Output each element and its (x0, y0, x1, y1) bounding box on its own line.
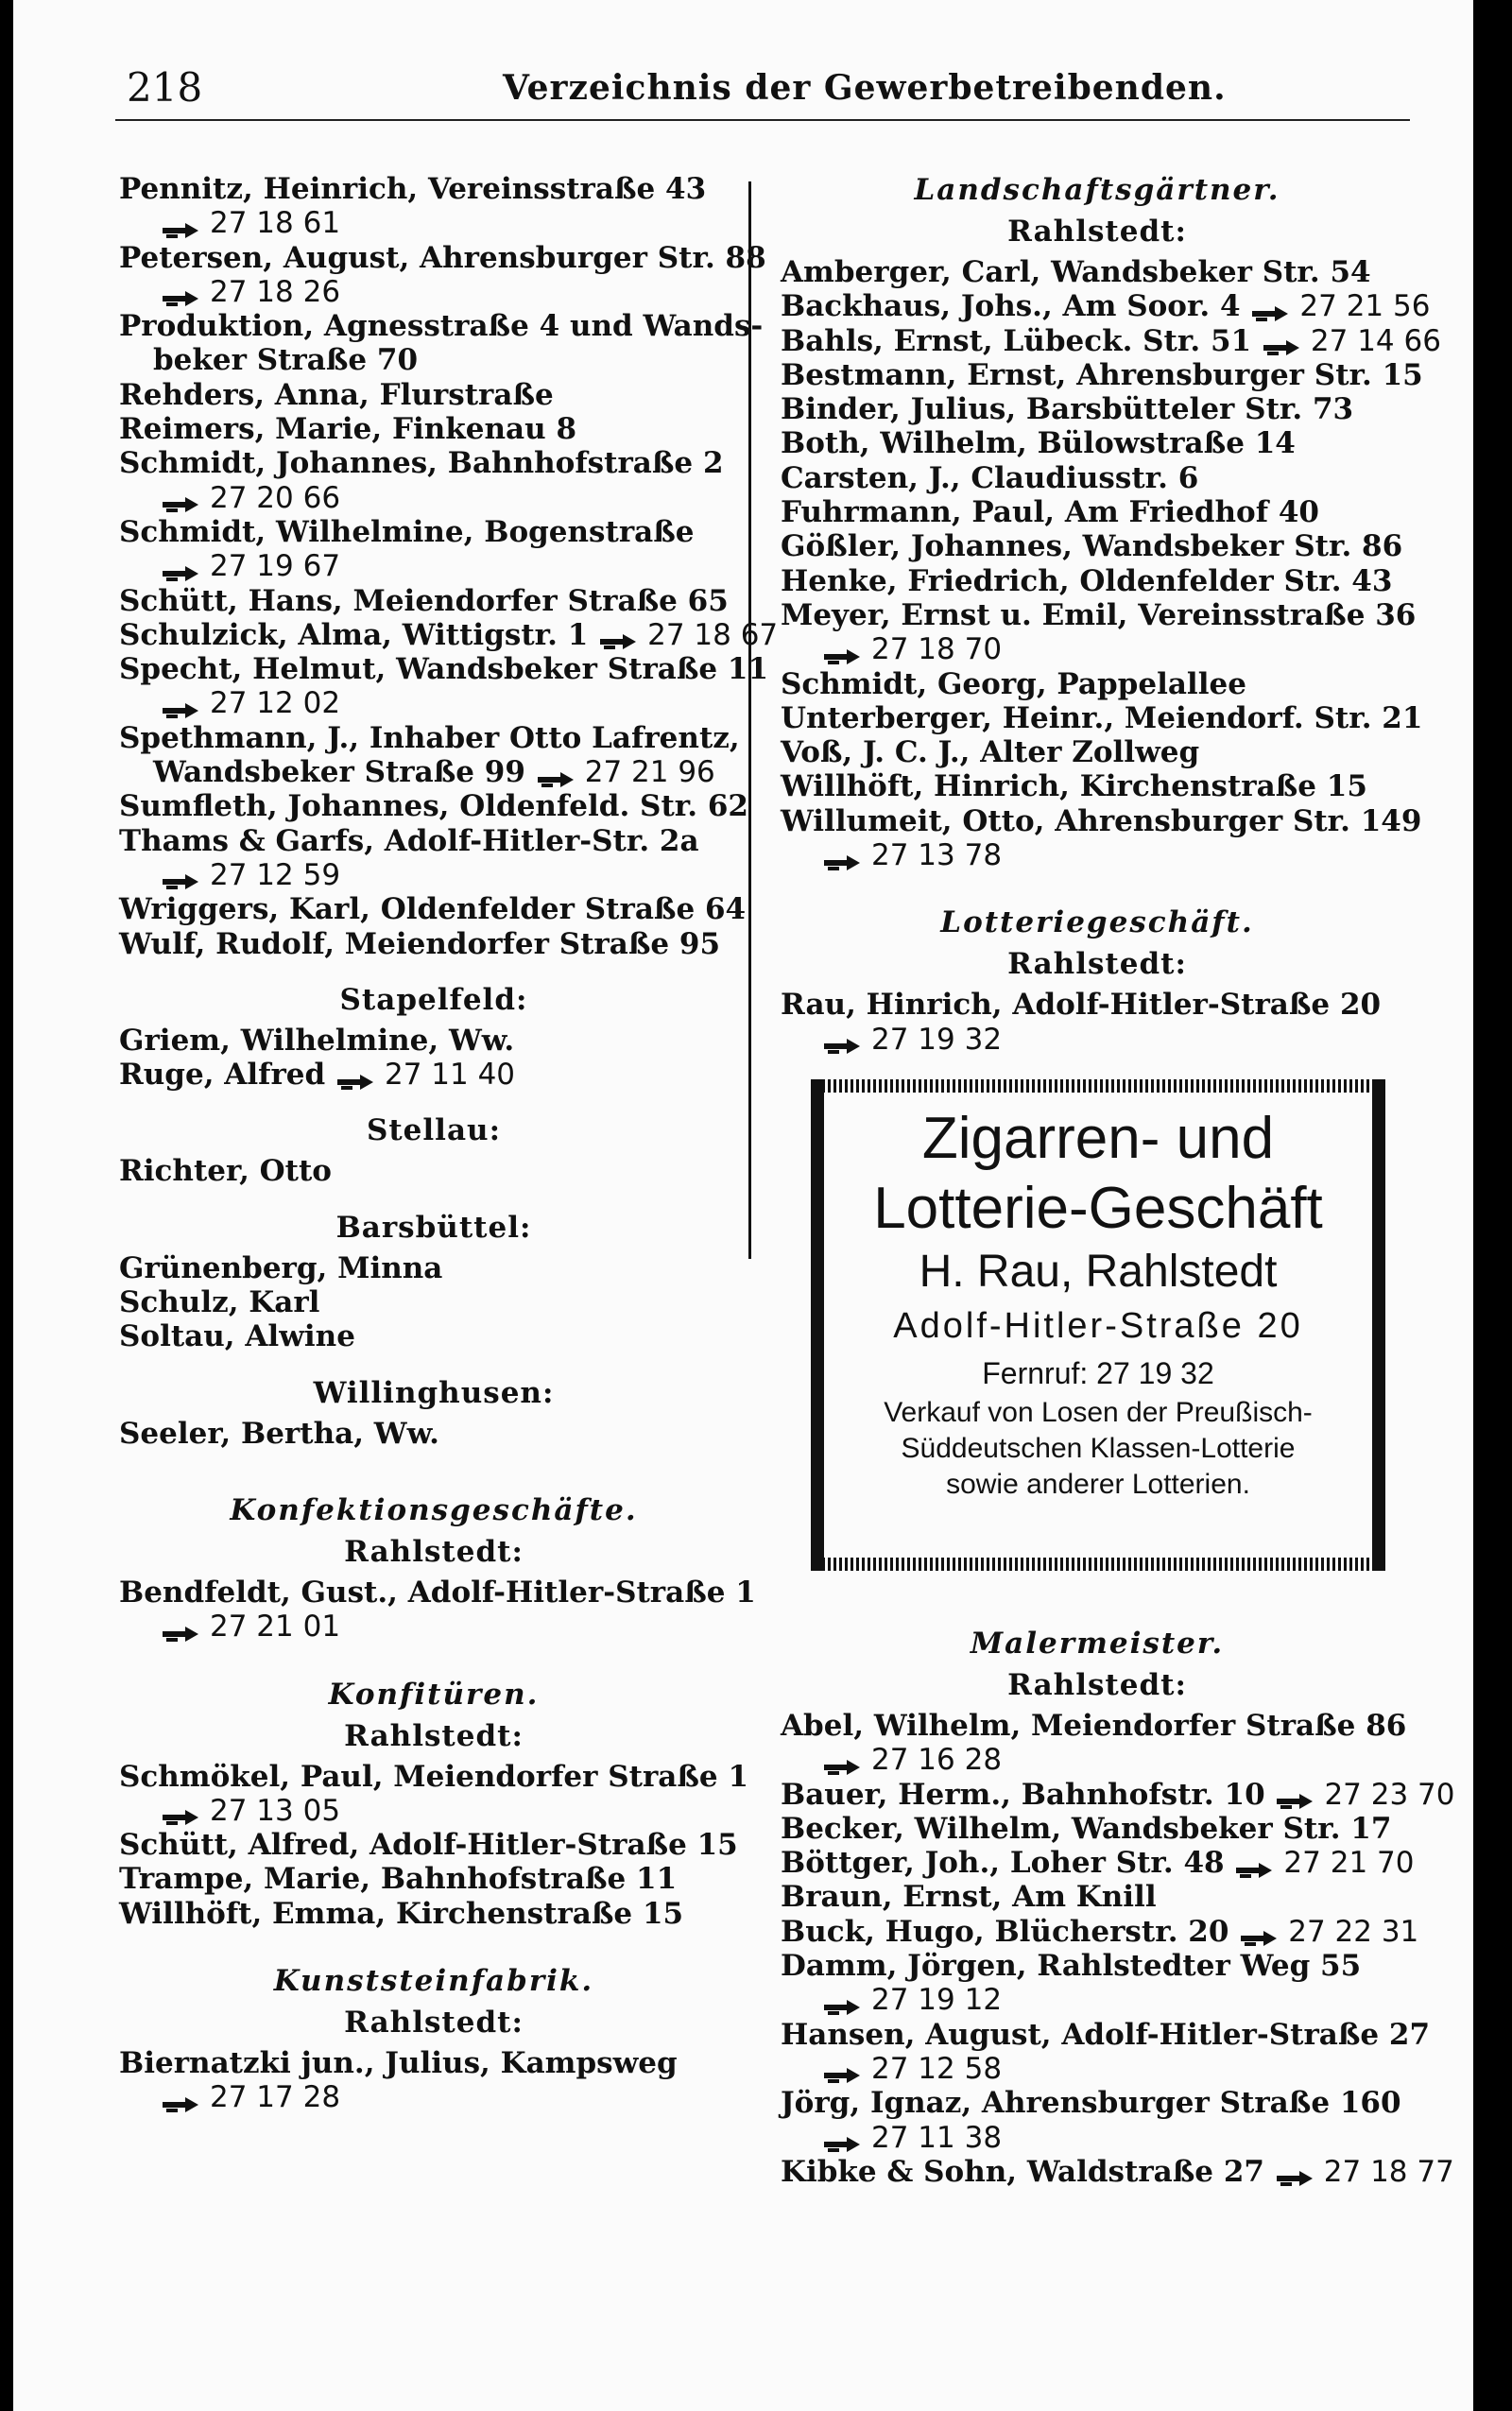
ad-line-4: Adolf-Hitler-Straße 20 (893, 1305, 1303, 1346)
entry-text: Carsten, J., Claudiusstr. 6 (781, 460, 1199, 495)
place-heading-maler: Rahlstedt: (1007, 1667, 1187, 1702)
ad-border-top (811, 1079, 1385, 1093)
directory-entry (119, 515, 748, 584)
entry-text: Seeler, Bertha, Ww. (119, 1416, 439, 1451)
entry-text: Griem, Wilhelmine, Ww. (119, 1023, 515, 1058)
phone-number: 27 21 56 (1299, 289, 1431, 324)
entry-text: Meyer, Ernst u. Emil, Vereinsstraße 36 (781, 597, 1417, 632)
directory-entry (119, 617, 779, 652)
phone-number: 27 19 12 (871, 1983, 1003, 2018)
phone-number: 27 12 58 (871, 2051, 1003, 2086)
telephone-pointing-hand-icon (161, 695, 204, 715)
entry-text: Produktion, Agnesstraße 4 und Wands- (119, 309, 764, 344)
directory-entry (119, 892, 748, 926)
telephone-pointing-hand-icon (822, 1991, 866, 2012)
entry-text: Spethmann, J., Inhaber Otto Lafrentz, (119, 720, 740, 755)
directory-entry (781, 461, 1414, 495)
phone-number: 27 13 78 (871, 838, 1003, 873)
entry-text: Braun, Ernst, Am Knill (781, 1880, 1157, 1915)
telephone-pointing-hand-icon (822, 2128, 866, 2149)
phone-number: 27 20 66 (210, 480, 341, 515)
telephone-pointing-hand-icon (822, 1030, 866, 1051)
directory-entry (781, 1812, 1414, 1846)
entry-text: Both, Wilhelm, Bülowstraße 14 (781, 426, 1296, 461)
directory-entry (781, 323, 1441, 358)
phone-number: 27 12 02 (210, 686, 341, 721)
directory-entry (781, 1914, 1419, 1949)
entry-text: Trampe, Marie, Bahnhofstraße 11 (119, 1862, 678, 1897)
phone-line (781, 1983, 1414, 2017)
directory-entry (781, 392, 1414, 426)
ad-border-bottom (811, 1558, 1385, 1571)
section-heading-konfitueren: Konfitüren. (328, 1677, 540, 1712)
telephone-pointing-hand-icon (822, 1751, 866, 1772)
telephone-pointing-hand-icon (161, 866, 204, 887)
place-heading-stapelfeld: Stapelfeld: (339, 982, 528, 1017)
header-rule (115, 119, 1410, 121)
telephone-pointing-hand-icon (822, 847, 866, 868)
ad-line-2: Lotterie-Geschäft (873, 1175, 1323, 1241)
phone-number: 27 18 77 (1323, 2154, 1454, 2189)
directory-entry (781, 700, 1423, 735)
phone-number: 27 19 67 (210, 549, 341, 584)
place-heading-konfektion: Rahlstedt: (344, 1534, 524, 1569)
telephone-pointing-hand-icon (335, 1066, 379, 1087)
directory-entry (781, 564, 1414, 598)
phone-line (781, 2121, 1414, 2155)
directory-entry (119, 1285, 748, 1319)
ad-line-1: Zigarren- und (921, 1105, 1275, 1171)
directory-entry (119, 1058, 748, 1092)
directory-entry (119, 446, 748, 515)
entry-text: Pennitz, Heinrich, Vereinsstraße 43 (119, 172, 707, 206)
directory-entry (119, 927, 748, 961)
telephone-pointing-hand-icon (822, 641, 866, 662)
entry-text: Voß, J. C. J., Alter Zollweg (781, 735, 1200, 770)
directory-entry (781, 988, 1414, 1057)
directory-entry (781, 2017, 1431, 2087)
directory-entry (781, 1777, 1455, 1812)
directory-entry (119, 1862, 748, 1896)
entry-text: Bauer, Herm., Bahnhofstr. 10 (781, 1777, 1265, 1812)
entry-text: Schütt, Alfred, Adolf-Hitler-Straße 15 (119, 1828, 738, 1863)
place-heading-stellau: Stellau: (366, 1113, 502, 1148)
directory-entry (119, 1251, 748, 1285)
entry-text: Kibke & Sohn, Waldstraße 27 (781, 2154, 1264, 2189)
phone-number: 27 11 40 (384, 1058, 516, 1093)
entry-text: Schmökel, Paul, Meiendorfer Straße 1 (119, 1759, 749, 1794)
phone-number: 27 22 31 (1288, 1914, 1419, 1949)
section-heading-landschaft: Landschaftsgärtner. (914, 173, 1280, 207)
phone-line (119, 858, 748, 892)
entry-text: Bahls, Ernst, Lübeck. Str. 51 (781, 323, 1252, 358)
directory-entry (781, 597, 1417, 667)
entry-text: Jörg, Ignaz, Ahrensburger Straße 160 (781, 2086, 1401, 2121)
telephone-pointing-hand-icon (161, 1801, 204, 1822)
entry-text: Sumfleth, Johannes, Oldenfeld. Str. 62 (119, 789, 748, 824)
entry-text: Petersen, August, Ahrensburger Str. 88 (119, 240, 766, 275)
entries-konfitueren (119, 1760, 748, 1931)
section-heading-konfektion: Konfektionsgeschäfte. (230, 1492, 638, 1527)
entries-willinghusen (119, 1417, 748, 1451)
section-heading-maler: Malermeister. (970, 1626, 1225, 1661)
entries-maler (781, 1708, 1455, 2189)
entry-text: Rehders, Anna, Flurstraße (119, 377, 554, 412)
entries-stapelfeld (119, 1024, 748, 1093)
entry-text: Unterberger, Heinr., Meiendorf. Str. 21 (781, 700, 1423, 735)
right-column (781, 172, 1455, 2189)
ad-border-right (1372, 1079, 1385, 1571)
telephone-pointing-hand-icon (1262, 332, 1305, 353)
page-title: Verzeichnis der Gewerbetreibenden. (503, 68, 1227, 108)
directory-entry (781, 803, 1422, 873)
entry-text: Bendfeldt, Gust., Adolf-Hitler-Straße 1 (119, 1575, 756, 1610)
phone-number: 27 17 28 (210, 2080, 341, 2115)
directory-entry (119, 240, 766, 310)
directory-entry (119, 584, 748, 618)
telephone-pointing-hand-icon (536, 764, 579, 784)
phone-line (119, 206, 748, 240)
entry-text: Abel, Wilhelm, Meiendorfer Straße 86 (781, 1708, 1407, 1743)
directory-entry (119, 1575, 756, 1645)
page-header (115, 59, 1410, 125)
phone-number: 27 21 70 (1283, 1846, 1415, 1881)
phone-number: 27 14 66 (1310, 323, 1441, 358)
ad-line-3: H. Rau, Rahlstedt (919, 1246, 1278, 1297)
telephone-pointing-hand-icon (822, 2059, 866, 2080)
entry-text: Willhöft, Hinrich, Kirchenstraße 15 (781, 769, 1367, 804)
directory-entry (781, 2086, 1414, 2155)
phone-line (781, 632, 1414, 666)
entry-text: Schulz, Karl (119, 1285, 320, 1320)
phone-line (119, 481, 748, 515)
place-heading-landschaft: Rahlstedt: (1007, 215, 1187, 249)
directory-entry (781, 495, 1414, 529)
directory-entry (781, 426, 1414, 460)
place-heading-kunststein: Rahlstedt: (344, 2005, 524, 2040)
ad-line-8: sowie anderer Lotterien. (946, 1468, 1250, 1500)
telephone-pointing-hand-icon (161, 489, 204, 509)
entry-continuation (119, 343, 748, 377)
entries-stellau (119, 1154, 748, 1188)
directory-entry (119, 309, 764, 378)
directory-entry (119, 1024, 748, 1058)
entry-text: Schmidt, Wilhelmine, Bogenstraße (119, 514, 695, 549)
directory-entry (781, 1709, 1414, 1778)
entry-text: Wriggers, Karl, Oldenfelder Straße 64 (119, 892, 747, 927)
entry-text: Buck, Hugo, Blücherstr. 20 (781, 1914, 1229, 1949)
entry-text: Damm, Jörgen, Rahlstedter Weg 55 (781, 1949, 1362, 1984)
directory-entry (781, 357, 1423, 392)
phone-number: 27 18 26 (210, 274, 341, 309)
phone-line (119, 275, 748, 309)
entries-kunststein (119, 2046, 748, 2115)
directory-entry (781, 255, 1414, 289)
entry-text: Henke, Friedrich, Oldenfelder Str. 43 (781, 563, 1393, 598)
directory-entry (119, 1760, 748, 1829)
telephone-pointing-hand-icon (1275, 1785, 1318, 1806)
entry-text: Gößler, Johannes, Wandsbeker Str. 86 (781, 529, 1403, 564)
entry-text: Schmidt, Georg, Pappelallee (781, 666, 1246, 701)
phone-number: 27 18 70 (871, 632, 1003, 667)
directory-entry (119, 1828, 748, 1862)
entry-text: Schmidt, Johannes, Bahnhofstraße 2 (119, 446, 724, 481)
directory-entry (119, 1319, 748, 1353)
entry-text: Amberger, Carl, Wandsbeker Str. 54 (781, 255, 1371, 289)
section-heading-lotterie: Lotteriegeschäft. (940, 905, 1254, 940)
advertisement-box (811, 1079, 1385, 1571)
directory-entry (781, 1846, 1414, 1880)
directory-entry (781, 289, 1431, 324)
directory-entry (119, 378, 748, 412)
phone-number: 27 11 38 (871, 2120, 1003, 2155)
telephone-pointing-hand-icon (161, 283, 204, 303)
page-number: 218 (127, 64, 203, 111)
ad-border-left (811, 1079, 824, 1571)
directory-entry (781, 1949, 1414, 2018)
entry-text: Specht, Helmut, Wandsbeker Straße 11 (119, 652, 769, 687)
entry-text: Willumeit, Otto, Ahrensburger Str. 149 (781, 803, 1422, 838)
entry-text: Rau, Hinrich, Adolf-Hitler-Straße 20 (781, 988, 1382, 1023)
entry-text: Willhöft, Emma, Kirchenstraße 15 (119, 1896, 684, 1931)
phone-line (119, 2080, 748, 2114)
telephone-pointing-hand-icon (161, 1618, 204, 1639)
phone-number: 27 19 32 (871, 1022, 1003, 1057)
place-heading-lotterie: Rahlstedt: (1007, 947, 1187, 982)
ad-line-5: Fernruf: 27 19 32 (982, 1355, 1214, 1390)
entry-continuation-text: beker Straße 70 (153, 343, 419, 378)
telephone-pointing-hand-icon (1239, 1922, 1282, 1943)
entry-continuation-text: Wandsbeker Straße 99 (153, 755, 525, 790)
entry-text: Richter, Otto (119, 1154, 332, 1189)
telephone-pointing-hand-icon (1234, 1854, 1278, 1875)
phone-line (119, 686, 748, 720)
directory-entry (119, 412, 748, 446)
directory-entry (119, 789, 748, 823)
entry-text: Binder, Julius, Barsbütteler Str. 73 (781, 392, 1354, 427)
entries-konfektion (119, 1575, 756, 1645)
phone-number: 27 13 05 (210, 1793, 341, 1828)
telephone-pointing-hand-icon (1250, 298, 1294, 319)
telephone-pointing-hand-icon (161, 215, 204, 235)
place-heading-konfitueren: Rahlstedt: (344, 1718, 524, 1753)
section-heading-kunststein: Kunststeinfabrik. (273, 1963, 594, 1998)
entry-text: Hansen, August, Adolf-Hitler-Straße 27 (781, 2017, 1431, 2052)
place-heading-barsbuettel: Barsbüttel: (335, 1210, 532, 1245)
directory-entry (781, 1880, 1414, 1914)
telephone-pointing-hand-icon (1275, 2162, 1318, 2183)
phone-number: 27 21 96 (584, 755, 715, 790)
directory-entry (119, 2046, 748, 2115)
ad-line-6: Verkauf von Losen der Preußisch- (884, 1396, 1313, 1428)
phone-line (781, 1743, 1414, 1777)
phone-line (119, 549, 748, 583)
directory-entry (781, 667, 1414, 701)
place-heading-willinghusen: Willinghusen: (313, 1375, 555, 1410)
ad-content (824, 1093, 1372, 1558)
directory-entry (119, 1154, 748, 1188)
entry-text: Schulzick, Alma, Wittigstr. 1 (119, 617, 589, 652)
directory-entry (119, 172, 748, 241)
phone-number: 27 18 61 (210, 206, 341, 241)
entry-text: Bestmann, Ernst, Ahrensburger Str. 15 (781, 357, 1423, 392)
phone-line (119, 1794, 748, 1828)
entry-text: Becker, Wilhelm, Wandsbeker Str. 17 (781, 1811, 1392, 1846)
telephone-pointing-hand-icon (598, 626, 642, 646)
entry-text: Biernatzki jun., Julius, Kampsweg (119, 2045, 678, 2080)
directory-entry (119, 721, 748, 790)
entry-text: Ruge, Alfred (119, 1058, 326, 1093)
phone-number: 27 16 28 (871, 1743, 1003, 1778)
telephone-pointing-hand-icon (161, 2089, 204, 2110)
phone-number: 27 12 59 (210, 857, 341, 892)
entry-continuation (119, 755, 748, 789)
entry-text: Schütt, Hans, Meiendorfer Straße 65 (119, 583, 729, 618)
entry-text: Grünenberg, Minna (119, 1250, 443, 1285)
entry-text: Fuhrmann, Paul, Am Friedhof 40 (781, 495, 1319, 530)
directory-entry (781, 529, 1414, 563)
entries-barsbuettel (119, 1251, 748, 1354)
entry-text: Soltau, Alwine (119, 1319, 355, 1354)
phone-line (781, 838, 1414, 872)
directory-page (13, 0, 1473, 2411)
phone-number: 27 21 01 (210, 1610, 341, 1645)
directory-entry (119, 1897, 748, 1931)
phone-line (781, 2052, 1414, 2086)
entries-lotterie (781, 988, 1414, 1057)
phone-line (119, 1610, 748, 1644)
phone-number: 27 23 70 (1324, 1777, 1455, 1812)
telephone-pointing-hand-icon (161, 558, 204, 578)
entries-landschaft (781, 255, 1441, 873)
ad-line-7: Süddeutschen Klassen-Lotterie (901, 1432, 1296, 1464)
phone-number: 27 18 67 (647, 617, 779, 652)
directory-entry (781, 769, 1414, 803)
entry-text: Reimers, Marie, Finkenau 8 (119, 412, 577, 447)
entry-text: Thams & Garfs, Adolf-Hitler-Str. 2a (119, 823, 699, 858)
entry-text: Böttger, Joh., Loher Str. 48 (781, 1846, 1225, 1881)
directory-entry (119, 824, 748, 893)
entry-text: Wulf, Rudolf, Meiendorfer Straße 95 (119, 926, 721, 961)
directory-entry (781, 735, 1414, 769)
directory-entry (119, 652, 769, 721)
left-column (119, 172, 779, 2115)
entry-text: Backhaus, Johs., Am Soor. 4 (781, 289, 1241, 324)
directory-entry (781, 2154, 1454, 2189)
entries-top (119, 172, 779, 961)
directory-entry (119, 1417, 748, 1451)
phone-line (781, 1023, 1414, 1057)
